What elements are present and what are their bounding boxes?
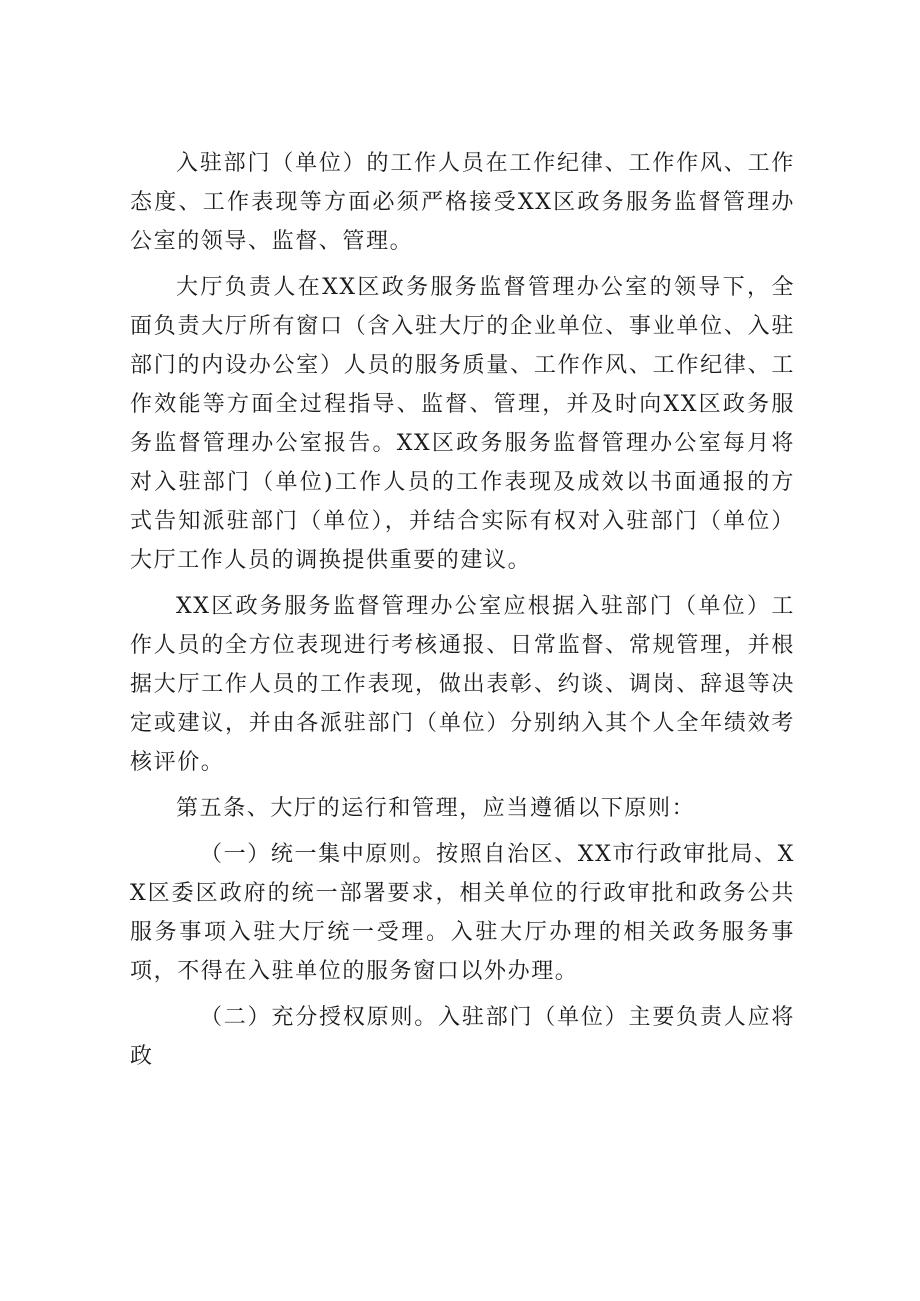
document-body <box>130 144 795 1083</box>
paragraph-principle-two: （二）充分授权原则。入驻部门（单位）主要负责人应将政 <box>130 1005 795 1069</box>
paragraph-principle-one: （一）统一集中原则。按照自治区、XX市行政审批局、XX区委区政府的统一部署要求，相关单位的行政审批和政务公共服务事项入驻大厅统一受理。入驻大厅办理的相关政务服务事项，不得在入驻单位的服务窗口以外办理。 <box>130 842 795 984</box>
paragraph-article-five: 第五条、大厅的运行和管理，应当遵循以下原则： <box>176 796 696 821</box>
paragraph-hall-manager: 大厅负责人在XX区政务服务监督管理办公室的领导下，全面负责大厅所有窗口（含入驻大厅的企业单位、事业单位、入驻部门的内设办公室）人员的服务质量、工作作风、工作纪律、工作效能等方面全过程指导、监督、管理，并及时向XX区政务服务监督管理办公室报告。XX区政务服务监督管理办公室每月将对入驻部门（单位)工作人员的工作表现及成效以书面通报的方式告知派驻部门（单位），并结合实际有权对入驻部门（单位）大厅工作人员的调换提供重要的建议。 <box>130 275 795 573</box>
paragraph-staff-discipline: 入驻部门（单位）的工作人员在工作纪律、工作作风、工作态度、工作表现等方面必须严格接受XX区政务服务监督管理办公室的领导、监督、管理。 <box>130 151 795 254</box>
paragraph-assessment: XX区政务服务监督管理办公室应根据入驻部门（单位）工作人员的全方位表现进行考核通报、日常监督、常规管理，并根据大厅工作人员的工作表现，做出表彰、约谈、调岗、辞退等决定或建议，并由各派驻部门（单位）分别纳入其个人全年绩效考核评价。 <box>130 594 795 775</box>
